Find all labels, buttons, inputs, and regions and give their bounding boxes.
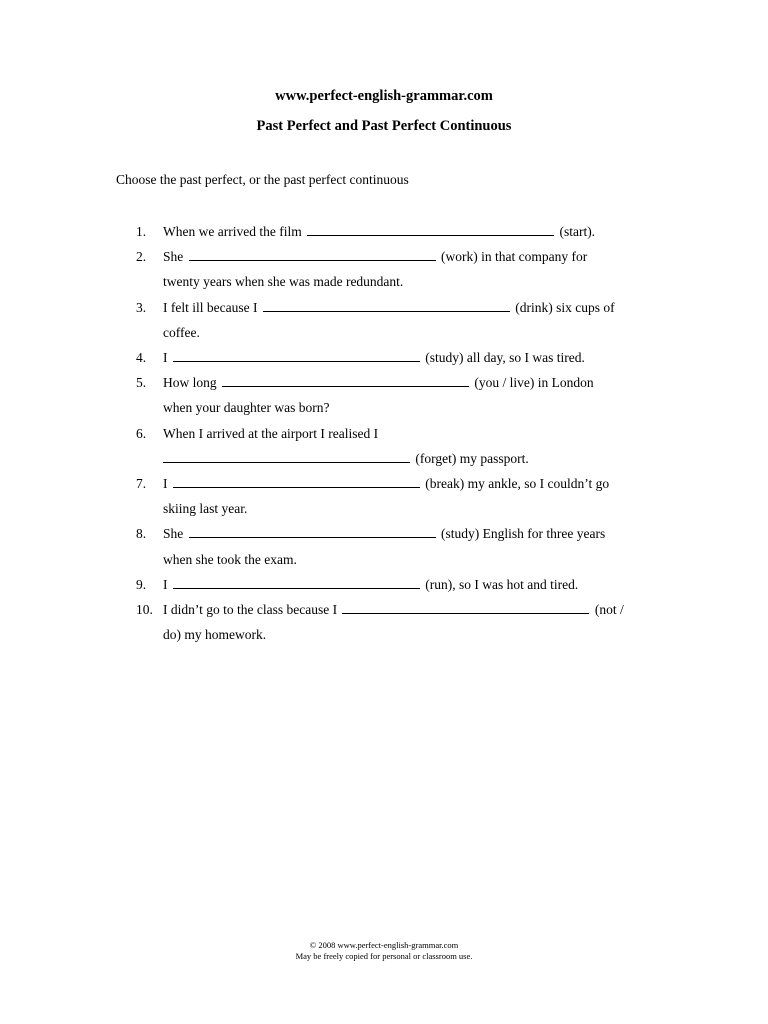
exercise-item <box>0 295 768 345</box>
item-text <box>163 345 665 370</box>
exercise-item <box>0 244 768 294</box>
item-text-after: (drink) six cups of <box>515 299 615 315</box>
answer-blank[interactable] <box>222 373 469 387</box>
answer-blank[interactable] <box>173 474 420 488</box>
footer <box>0 940 768 962</box>
item-number: 5. <box>136 375 147 391</box>
answer-blank[interactable] <box>173 348 420 362</box>
exercise-item <box>0 421 768 471</box>
item-number: 3. <box>136 299 147 315</box>
item-text <box>163 597 665 647</box>
item-text-after: (work) in that company for <box>441 249 588 265</box>
footer-note: May be freely copied for personal or classroom use. <box>295 951 473 961</box>
item-text <box>163 421 665 471</box>
site-url: www.perfect-english-grammar.com <box>275 88 493 104</box>
exercise-item <box>0 572 768 597</box>
item-number: 8. <box>136 526 147 542</box>
item-text-continuation: twenty years when she was made redundant. <box>163 274 404 290</box>
item-text <box>163 370 665 420</box>
item-text-continuation: when she took the exam. <box>163 551 297 567</box>
answer-blank[interactable] <box>342 600 589 614</box>
item-text-after: (you / live) in London <box>474 375 594 391</box>
item-text-continuation: do) my homework. <box>163 627 267 643</box>
answer-blank[interactable] <box>189 524 436 538</box>
item-text-before: I <box>163 576 168 592</box>
item-text-before: I <box>163 476 168 492</box>
exercise-item <box>0 521 768 571</box>
item-number: 4. <box>136 350 147 366</box>
item-text-before: I <box>163 350 168 366</box>
item-number: 7. <box>136 476 147 492</box>
item-number: 10. <box>136 602 153 618</box>
item-text-before: When we arrived the film <box>163 224 302 239</box>
exercise-list <box>0 219 768 647</box>
worksheet-title: Past Perfect and Past Perfect Continuous <box>256 118 512 134</box>
item-text-before: When I arrived at the airport I realised I <box>163 425 379 441</box>
item-text-before: I didn’t go to the class because I <box>163 602 338 618</box>
exercise-item <box>0 370 768 420</box>
item-number: 2. <box>136 249 147 265</box>
item-text-before: I felt ill because I <box>163 299 258 315</box>
item-text-after: (not / <box>594 602 624 618</box>
item-text-before: How long <box>163 375 217 391</box>
answer-blank[interactable] <box>263 298 510 312</box>
item-text-after: (forget) my passport. <box>415 450 529 466</box>
item-text <box>163 471 665 521</box>
answer-blank[interactable] <box>189 247 436 261</box>
item-number: 9. <box>136 576 147 592</box>
exercise-item <box>0 471 768 521</box>
item-text <box>163 572 665 597</box>
exercise-item <box>0 597 768 647</box>
answer-blank[interactable] <box>307 222 554 236</box>
item-text-after: (start). <box>559 224 596 239</box>
item-text-continuation: skiing last year. <box>163 501 248 517</box>
item-text-continuation: coffee. <box>163 324 200 340</box>
item-text <box>163 219 665 244</box>
item-text <box>163 244 665 294</box>
exercise-item <box>0 345 768 370</box>
item-text <box>163 295 665 345</box>
item-text-after: (break) my ankle, so I couldn’t go <box>425 476 610 492</box>
footer-copyright: © 2008 www.perfect-english-grammar.com <box>309 940 459 950</box>
item-text-before: She <box>163 526 184 542</box>
instruction-text: Choose the past perfect, or the past perfect continuous <box>116 172 409 187</box>
item-text-after: (study) English for three years <box>441 526 606 542</box>
item-number: 1. <box>136 224 147 239</box>
item-text-after: (run), so I was hot and tired. <box>425 576 579 592</box>
item-text-after: (study) all day, so I was tired. <box>425 350 585 366</box>
item-text-before: She <box>163 249 184 265</box>
item-text-continuation: when your daughter was born? <box>163 400 330 416</box>
answer-blank[interactable] <box>173 575 420 589</box>
exercise-item <box>0 219 768 244</box>
item-number: 6. <box>136 425 147 441</box>
answer-blank[interactable] <box>163 449 410 463</box>
item-text <box>163 521 665 571</box>
